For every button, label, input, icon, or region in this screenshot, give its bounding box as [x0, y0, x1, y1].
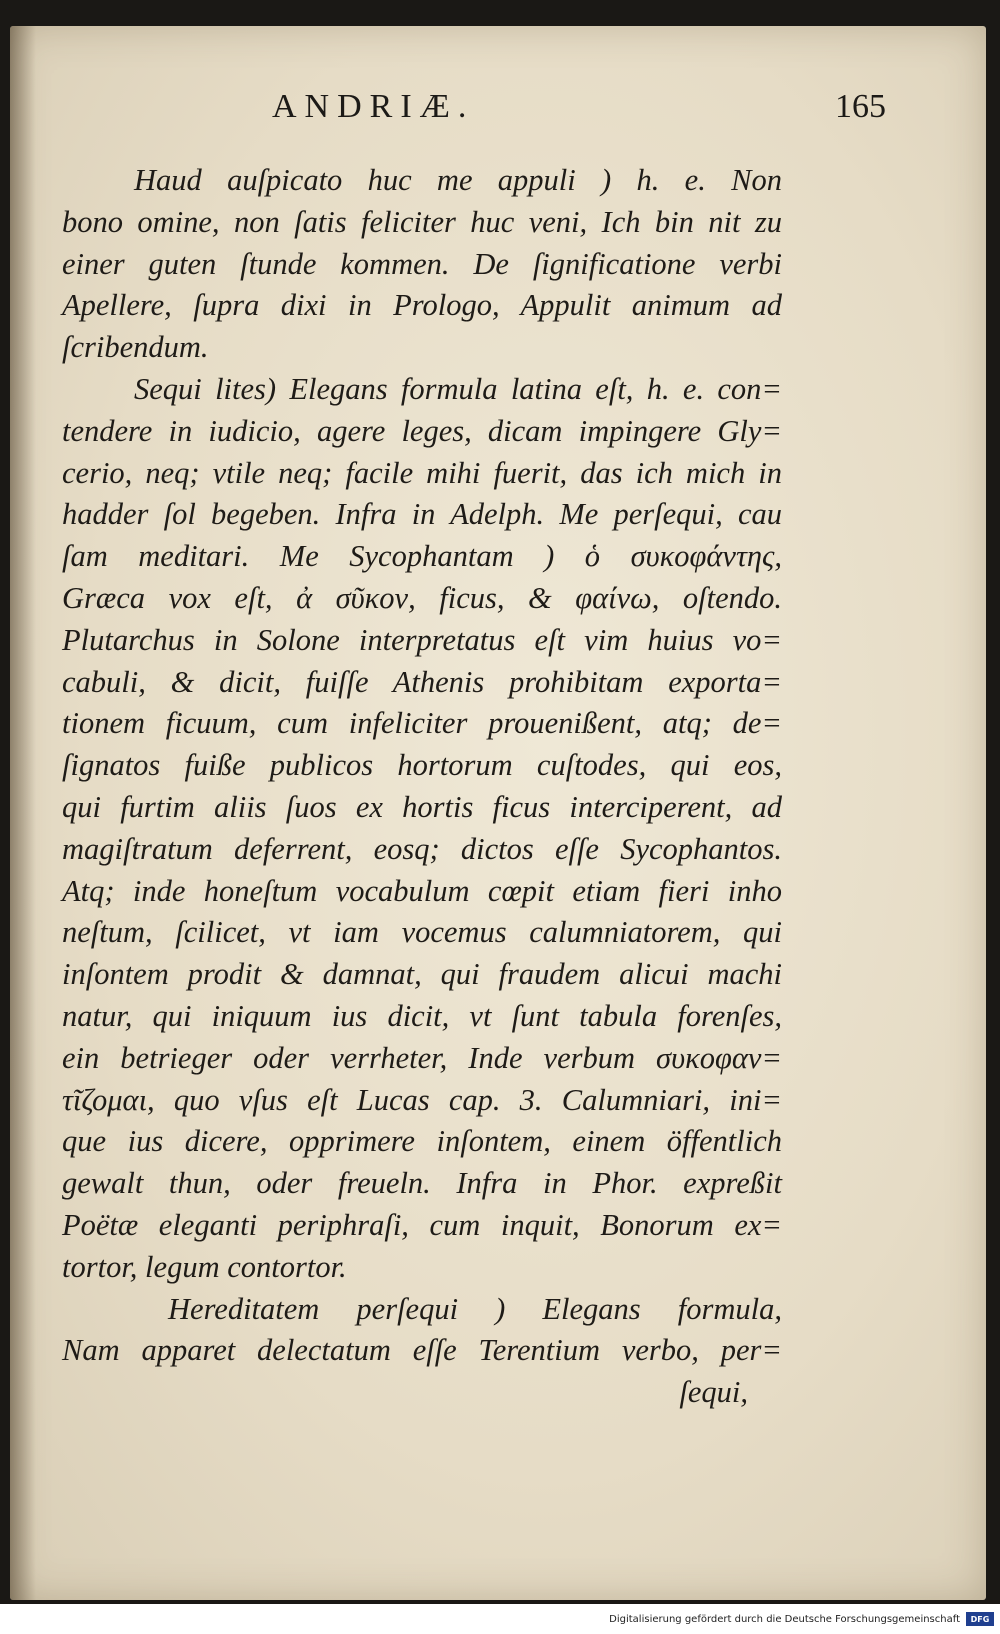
text-line [62, 1080, 782, 1122]
page-number: 165 [835, 88, 886, 125]
text-line-content: Sequi lites) Elegans formula latina eſt, h. e. con= [134, 371, 782, 406]
text-line-content: Nam apparet delectatum eſſe Terentium verbo, per= [62, 1333, 782, 1368]
text-line-content: tortor, legum contortor. [62, 1249, 347, 1284]
text-line-content: cabuli, & dicit, fuiſſe Athenis prohibitam exporta= [62, 664, 782, 699]
text-line-content: tionem ficuum, cum infeliciter prouenißent, atq; de= [62, 706, 782, 741]
text-line-content: hadder ſol begeben. Infra in Adelph. Me perſequi, cau [62, 497, 782, 532]
text-line [62, 1121, 782, 1163]
text-line-content: magiſtratum deferrent, eosq; dictos eſſe Sycophantos. [62, 831, 782, 866]
text-line-content: ein betrieger oder verrheter, Inde verbum συκοφαν= [62, 1040, 782, 1075]
text-line [62, 912, 782, 954]
body-text [62, 160, 782, 1414]
text-line [62, 1205, 782, 1247]
dfg-logo: DFG [966, 1612, 994, 1626]
text-line-content: Poëtæ eleganti periphraſi, cum inquit, Bonorum ex= [62, 1207, 782, 1242]
text-line [62, 1330, 782, 1372]
text-line [62, 536, 782, 578]
book-page [10, 26, 986, 1600]
text-line-content: neſtum, ſcilicet, vt iam vocemus calumniatorem, qui [62, 915, 782, 950]
footer-credit: Digitalisierung gefördert durch die Deutsche Forschungsgemeinschaft [609, 1613, 960, 1625]
text-line [62, 578, 782, 620]
text-line-content: inſontem prodit & damnat, qui fraudem alicui machi [62, 957, 782, 992]
text-line-content: einer guten ſtunde kommen. De ſignificatione verbi [62, 246, 782, 281]
text-line [62, 829, 782, 871]
text-line-content: Haud auſpicato huc me appuli ) h. e. Non [134, 163, 782, 197]
text-line [62, 453, 782, 495]
text-line-content: cerio, neq; vtile neq; facile mihi fuerit, das ich mich in [62, 455, 782, 490]
text-line [62, 662, 782, 704]
text-line [62, 411, 782, 453]
text-line [62, 494, 782, 536]
text-line [62, 745, 782, 787]
text-line-content: ſam meditari. Me Sycophantam ) ὁ συκοφάντης, [62, 539, 782, 574]
text-line-content: que ius dicere, opprimere inſontem, einem öffentlich [62, 1124, 782, 1159]
running-title: ANDRIÆ. [272, 88, 475, 125]
text-line-content: Apellere, ſupra dixi in Prologo, Appulit animum ad [62, 288, 782, 323]
text-line [62, 871, 782, 913]
text-line-content: τῖζομαι, quo vſus eſt Lucas cap. 3. Calumniari, ini= [62, 1082, 782, 1117]
text-line [62, 703, 782, 745]
text-line-content: gewalt thun, oder freueln. Infra in Phor. expreßit [62, 1166, 782, 1201]
text-line [62, 160, 782, 202]
catchword: ſequi, [679, 1375, 748, 1410]
text-line-content: Græca vox eſt, ἀ σῦκον, ficus, & φαίνω, oſtendo. [62, 580, 782, 615]
text-line-content: ſignatos fuiße publicos hortorum cuſtodes, qui eos, [62, 748, 782, 783]
text-line [62, 787, 782, 829]
text-line [62, 1247, 782, 1289]
text-line-content: Atq; inde honeſtum vocabulum cœpit etiam fieri inho [62, 873, 782, 908]
text-line-content: Hereditatem perſequi ) Elegans formula, [168, 1291, 782, 1326]
text-line [62, 996, 782, 1038]
text-line [62, 369, 782, 411]
text-line [62, 954, 782, 996]
text-line-content: Plutarchus in Solone interpretatus eſt vim huius vo= [62, 622, 782, 657]
text-line-content: tendere in iudicio, agere leges, dicam impingere Gly= [62, 413, 782, 448]
text-line-content: ſcribendum. [62, 330, 209, 365]
text-line [62, 1038, 782, 1080]
text-line [62, 285, 782, 327]
text-line [62, 244, 782, 286]
footer-band [0, 1604, 1000, 1634]
text-line-content: natur, qui iniquum ius dicit, vt ſunt tabula forenſes, [62, 998, 782, 1033]
text-line [62, 202, 782, 244]
text-line [62, 1163, 782, 1205]
text-line [62, 1289, 782, 1331]
text-line [62, 620, 782, 662]
text-line [62, 327, 782, 369]
text-line-content: qui furtim aliis ſuos ex hortis ficus interciperent, ad [62, 789, 782, 824]
text-line-content: bono omine, non ſatis feliciter huc veni, Ich bin nit zu [62, 204, 782, 239]
running-head [272, 88, 886, 126]
